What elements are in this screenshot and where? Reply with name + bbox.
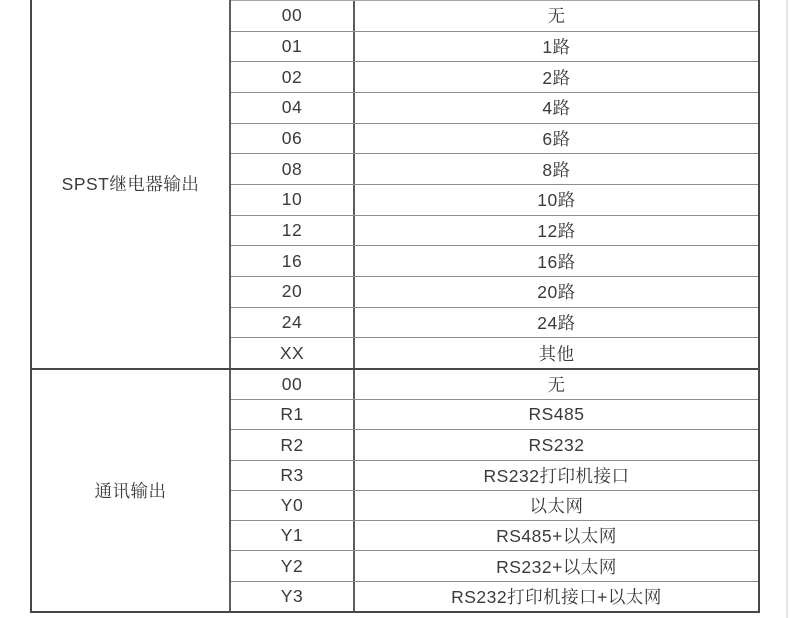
code-cell: R2 [231,430,355,459]
description-cell: RS485 [528,404,585,425]
table-row [231,399,758,429]
right-edge-line [786,0,788,618]
selection-table [30,0,760,613]
description-cell: RS232+以太网 [496,556,617,577]
table-row [231,1,758,31]
table-group [32,368,758,611]
description-cell: 24路 [537,312,576,333]
table-row [231,215,758,246]
table-row [231,31,758,62]
description-cell: RS485+以太网 [496,526,617,547]
category-cell [32,370,231,611]
group-rows [231,370,758,611]
table-row [231,276,758,307]
description-cell: RS232打印机接口+以太网 [451,586,662,607]
description-cell: 12路 [537,220,576,241]
code-cell: Y3 [231,582,355,611]
table-row [231,245,758,276]
description-cell: 2路 [542,67,571,88]
code-cell: 04 [231,93,355,123]
category-cell [32,0,231,368]
table-row [231,153,758,184]
description-cell: 10路 [537,190,576,211]
description-cell: 6路 [542,128,571,149]
table-row [231,61,758,92]
code-cell: XX [231,338,355,368]
code-cell: 00 [231,370,355,399]
table-group [32,0,758,368]
table-row [231,460,758,490]
table-row [231,337,758,368]
description-cell: 无 [547,6,566,27]
code-cell: 16 [231,246,355,276]
table-row [231,490,758,520]
code-cell: R3 [231,461,355,490]
code-cell: Y2 [231,551,355,580]
group-rows [231,0,758,368]
description-cell: 以太网 [529,496,584,517]
description-cell: 20路 [537,282,576,303]
code-cell: 20 [231,277,355,307]
description-cell: RS232 [528,434,585,455]
table-row [231,184,758,215]
code-cell: R1 [231,400,355,429]
table-row [231,370,758,399]
description-cell: RS232打印机接口 [483,465,630,486]
description-cell: 16路 [537,251,576,272]
table-row [231,307,758,338]
code-cell: 24 [231,308,355,338]
table-row [231,429,758,459]
category-label: SPST继电器输出 [61,174,200,195]
description-cell: 8路 [542,159,571,180]
code-cell: 08 [231,154,355,184]
description-cell: 无 [547,374,566,395]
code-cell: 00 [231,1,355,31]
code-cell: 01 [231,32,355,62]
table-row [231,92,758,123]
code-cell: 06 [231,124,355,154]
table-row [231,581,758,611]
code-cell: 12 [231,216,355,246]
description-cell: 1路 [542,36,571,57]
table-row [231,520,758,550]
code-cell: 10 [231,185,355,215]
table-row [231,550,758,580]
table-row [231,123,758,154]
code-cell: Y1 [231,521,355,550]
description-cell: 4路 [542,98,571,119]
code-cell: 02 [231,62,355,92]
category-label: 通讯输出 [94,480,167,501]
description-cell: 其他 [538,343,575,364]
code-cell: Y0 [231,491,355,520]
